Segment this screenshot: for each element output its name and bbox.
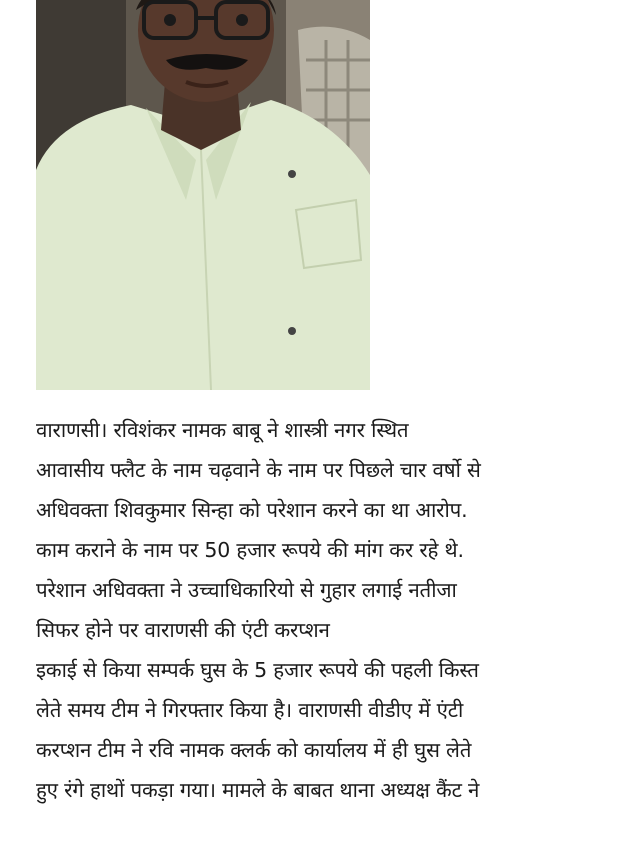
article-line: इकाई से किया सम्पर्क घुस के 5 हजार रूपये की पहली किस्त <box>36 658 479 682</box>
article-line: परेशान अधिवक्ता ने उच्चाधिकारियो से गुहार लगाई नतीजा <box>36 578 457 602</box>
article-line: लेते समय टीम ने गिरफ्तार किया है। वाराणसी वीडीए में एंटी <box>36 698 464 722</box>
article-body <box>36 410 626 853</box>
article-photo <box>36 0 370 390</box>
article-line: करप्शन टीम ने रवि नामक क्लर्क को कार्यालय में ही घुस लेते <box>36 738 472 762</box>
article-line: अधिवक्ता शिवकुमार सिन्हा को परेशान करने का था आरोप. <box>36 498 468 522</box>
article-line: सिफर होने पर वाराणसी की एंटी करप्शन <box>36 618 330 642</box>
article-line: काम कराने के नाम पर 50 हजार रूपये की मांग कर रहे थे. <box>36 538 464 562</box>
article-line: हुए रंगे हाथों पकड़ा गया। मामले के बाबत थाना अध्यक्ष कैंट ने <box>36 778 480 802</box>
person-photo-icon <box>36 0 370 390</box>
article-line: वाराणसी। रविशंकर नामक बाबू ने शास्त्री नगर स्थित <box>36 418 409 442</box>
article-line: आवासीय फ्लैट के नाम चढ़वाने के नाम पर पिछले चार वर्षो से <box>36 458 481 482</box>
